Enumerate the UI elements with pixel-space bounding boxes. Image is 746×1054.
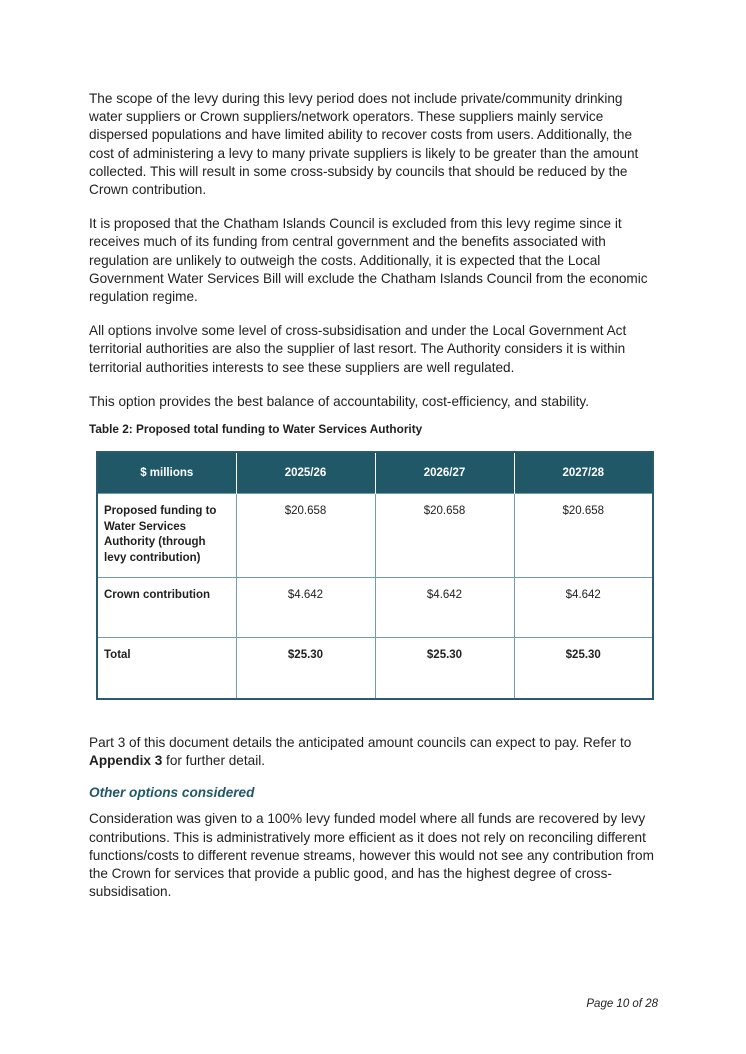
table-cell: $25.30 bbox=[236, 638, 375, 700]
paragraph-part-3-reference bbox=[89, 734, 659, 770]
table-cell: $4.642 bbox=[514, 578, 653, 638]
table-header-cell: 2027/28 bbox=[514, 452, 653, 494]
paragraph-levy-scope: The scope of the levy during this levy period does not include private/community drinking water suppliers or Crown suppliers/network operators. These suppliers mainly service dispersed populations and have limited ability to recover costs from users. Additionally, the cost of administering a levy to many private suppliers is likely to be greater than the amount collected. This will result in some cross-subsidy by councils that should be reduced by the Crown contribution. bbox=[89, 91, 639, 198]
table-cell: $20.658 bbox=[375, 494, 514, 578]
table-cell: $25.30 bbox=[514, 638, 653, 700]
reference-text: Part 3 of this document details the anticipated amount councils can expect to pay. Refer to bbox=[89, 735, 632, 751]
reference-text-end: for further detail. bbox=[162, 753, 266, 769]
table-cell: $20.658 bbox=[236, 494, 375, 578]
table-cell: $4.642 bbox=[236, 578, 375, 638]
row-label: Total bbox=[97, 638, 236, 700]
table-row bbox=[97, 578, 653, 638]
page-number: Page 10 of 28 bbox=[586, 998, 658, 1010]
row-label: Crown contribution bbox=[97, 578, 236, 638]
paragraph-option-balance: This option provides the best balance of accountability, cost-efficiency, and stability. bbox=[89, 393, 589, 409]
paragraph-chatham-islands: It is proposed that the Chatham Islands Council is excluded from this levy regime since it receives much of its funding from central government and the benefits associated with regulation are unlikely to outweigh the costs. Additionally, it is expected that the Local Government Water Services Bill will exclude the Chatham Islands Council from the economic regulation regime. bbox=[89, 216, 648, 305]
table-header-row bbox=[97, 452, 653, 494]
table-header-cell: 2025/26 bbox=[236, 452, 375, 494]
paragraph-cross-subsidisation: All options involve some level of cross-subsidisation and under the Local Government Act territorial authorities are also the supplier of last resort. The Authority considers it is within territorial authorities interests to see these suppliers are well regulated. bbox=[89, 323, 627, 375]
table-row bbox=[97, 638, 653, 700]
document-page bbox=[89, 90, 659, 901]
table-header-cell: 2026/27 bbox=[375, 452, 514, 494]
section-heading-other-options: Other options considered bbox=[89, 785, 255, 801]
table-cell: $25.30 bbox=[375, 638, 514, 700]
table-cell: $20.658 bbox=[514, 494, 653, 578]
table-header-cell: $ millions bbox=[97, 452, 236, 494]
row-label: Proposed funding to Water Services Authority (through levy contribution) bbox=[97, 494, 236, 578]
appendix-reference: Appendix 3 bbox=[89, 753, 163, 769]
table-row bbox=[97, 494, 653, 578]
table-caption: Table 2: Proposed total funding to Water Services Authority bbox=[89, 422, 423, 437]
paragraph-other-options: Consideration was given to a 100% levy funded model where all funds are recovered by levy contributions. This is administratively more efficient as it does not rely on reconciling different functions/costs to different revenue streams, however this would not see any contribution from the Crown for services that provide a public good, and has the highest degree of cross-subsidisation. bbox=[89, 811, 654, 900]
table-cell: $4.642 bbox=[375, 578, 514, 638]
funding-table bbox=[96, 451, 654, 700]
